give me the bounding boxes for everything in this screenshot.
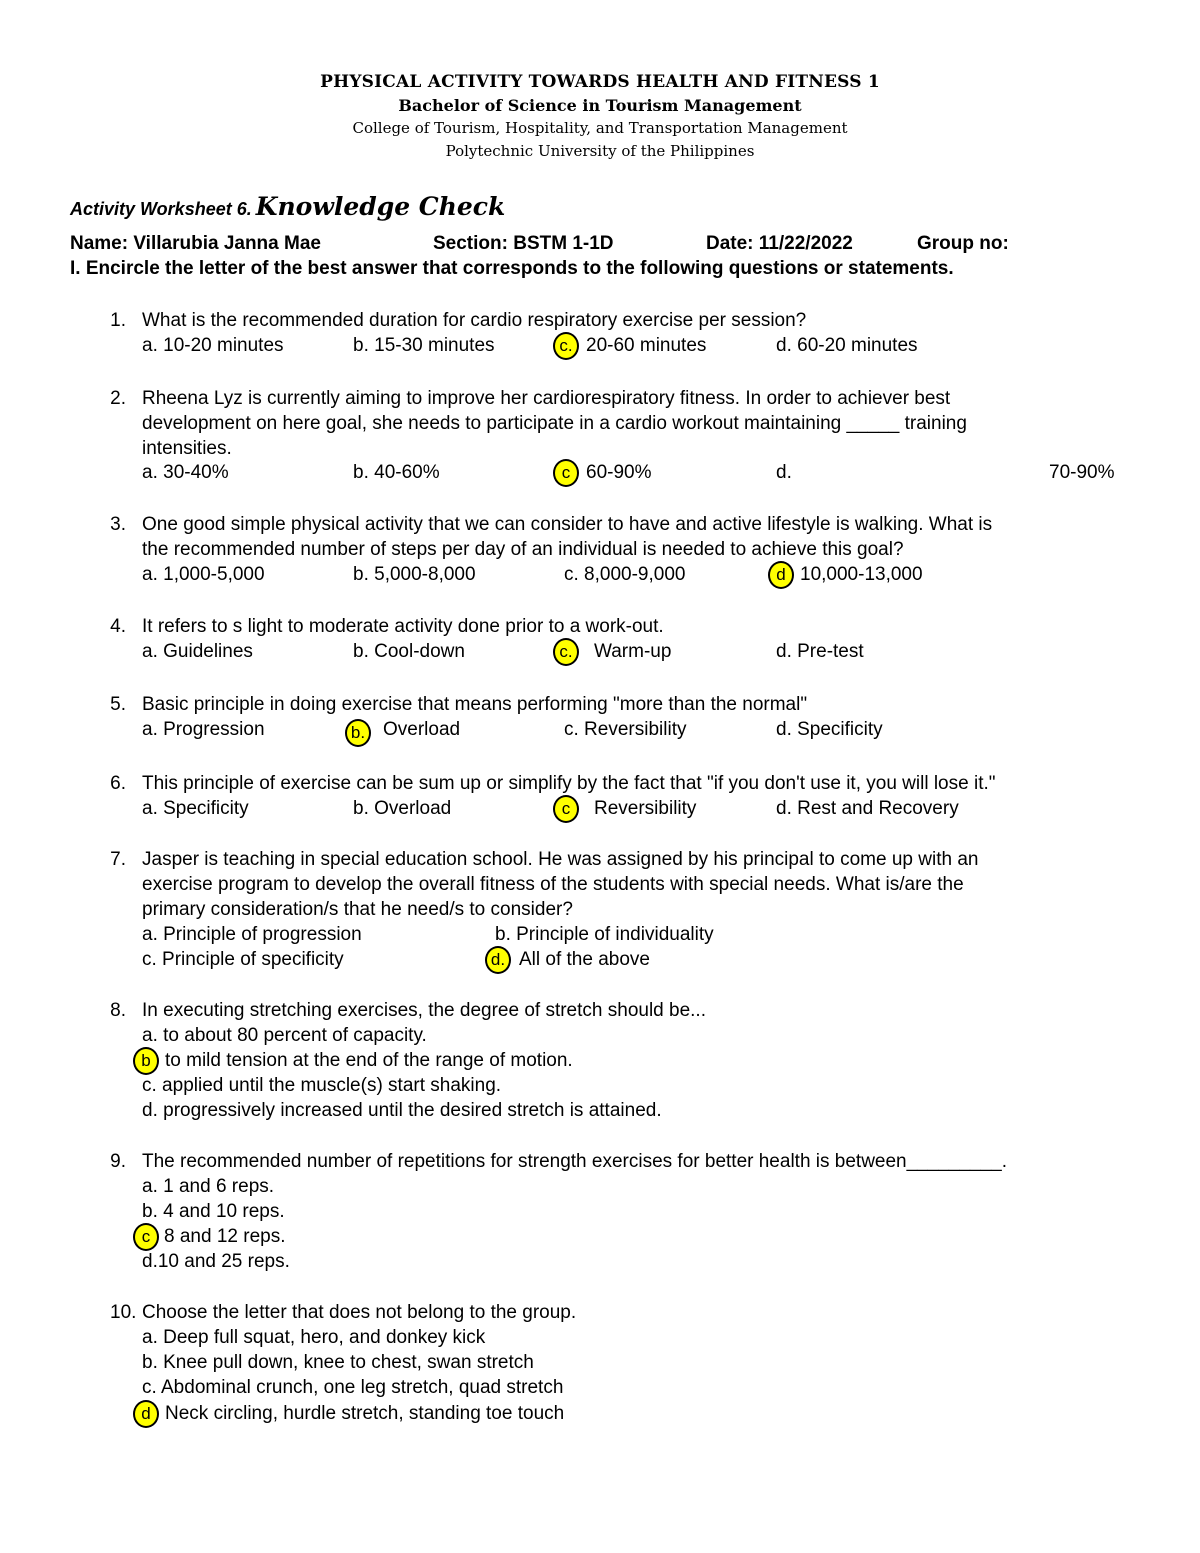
- student-name: Name: Villarubia Janna Mae: [70, 233, 321, 254]
- option-d: d. progressively increased until the desired stretch is attained.: [142, 1100, 662, 1121]
- course-title: PHYSICAL ACTIVITY TOWARDS HEALTH AND FITNESS 1: [320, 72, 880, 92]
- circled-answer: d.: [485, 946, 511, 974]
- option-b: b. Knee pull down, knee to chest, swan stretch: [142, 1352, 534, 1373]
- question-text: What is the recommended duration for cardio respiratory exercise per session?: [142, 310, 807, 331]
- option-c: c. Principle of specificity: [142, 949, 344, 970]
- question-number: 10.: [110, 1302, 137, 1323]
- option-a: a. Deep full squat, hero, and donkey kick: [142, 1327, 486, 1348]
- option-b: b. Overload: [353, 798, 452, 819]
- question-text: This principle of exercise can be sum up or simplify by the fact that "if you don't use it, you will lose it.": [142, 773, 996, 794]
- option-c: c. 8,000-9,000: [564, 564, 686, 585]
- option-d: d. Rest and Recovery: [776, 798, 959, 819]
- question-text: the recommended number of steps per day of an individual is needed to achieve this goal?: [142, 539, 904, 560]
- question-number: 2.: [110, 388, 126, 409]
- worksheet-title-main: Knowledge Check: [255, 192, 506, 221]
- option-c: 8 and 12 reps.: [164, 1226, 286, 1247]
- question-text: In executing stretching exercises, the degree of stretch should be...: [142, 1000, 706, 1021]
- option-a: a. Progression: [142, 719, 265, 740]
- option-d-value: 70-90%: [1049, 462, 1115, 483]
- option-a: a. 1,000-5,000: [142, 564, 265, 585]
- option-b: b. 40-60%: [353, 462, 440, 483]
- option-d: d. 60-20 minutes: [776, 335, 918, 356]
- question-text: intensities.: [142, 438, 232, 459]
- worksheet-title: [70, 192, 505, 221]
- question-text: exercise program to develop the overall fitness of the students with special needs. What is/are the: [142, 874, 964, 895]
- question-number: 8.: [110, 1000, 126, 1021]
- circled-answer: d: [768, 561, 794, 589]
- option-a: a. Guidelines: [142, 641, 253, 662]
- question-text: Basic principle in doing exercise that means performing "more than the normal": [142, 694, 808, 715]
- option-b: b. 4 and 10 reps.: [142, 1201, 285, 1222]
- option-c: 20-60 minutes: [586, 335, 707, 356]
- question-number: 3.: [110, 514, 126, 535]
- college-name: College of Tourism, Hospitality, and Transportation Management: [352, 119, 848, 137]
- submission-date: Date: 11/22/2022: [706, 233, 853, 254]
- circled-answer: c.: [553, 638, 579, 666]
- option-b: b. Principle of individuality: [495, 924, 714, 945]
- option-c: c. applied until the muscle(s) start shaking.: [142, 1075, 502, 1096]
- circled-answer: d: [133, 1400, 159, 1428]
- option-c: Warm-up: [594, 641, 672, 662]
- option-d: 10,000-13,000: [800, 564, 923, 585]
- question-text: primary consideration/s that he need/s to consider?: [142, 899, 573, 920]
- option-c: c. Abdominal crunch, one leg stretch, quad stretch: [142, 1377, 564, 1398]
- question-text: It refers to s light to moderate activity done prior to a work-out.: [142, 616, 664, 637]
- option-a: a. 30-40%: [142, 462, 229, 483]
- option-a: a. 1 and 6 reps.: [142, 1176, 275, 1197]
- question-number: 9.: [110, 1151, 126, 1172]
- circled-answer: c.: [553, 332, 579, 360]
- option-a: a. to about 80 percent of capacity.: [142, 1025, 427, 1046]
- question-number: 6.: [110, 773, 126, 794]
- student-section: Section: BSTM 1-1D: [433, 233, 614, 254]
- option-d: Neck circling, hurdle stretch, standing toe touch: [165, 1403, 565, 1424]
- option-b: b. 15-30 minutes: [353, 335, 495, 356]
- circled-answer: c: [553, 459, 579, 487]
- option-d: d.: [776, 462, 792, 483]
- circled-answer: c: [133, 1223, 159, 1251]
- instructions: I. Encircle the letter of the best answer that corresponds to the following questions or statements.: [70, 258, 954, 279]
- option-c: Reversibility: [594, 798, 697, 819]
- question-number: 7.: [110, 849, 126, 870]
- option-c: c. Reversibility: [564, 719, 687, 740]
- option-b: Overload: [383, 719, 461, 740]
- worksheet-title-prefix: Activity Worksheet 6.: [70, 199, 252, 219]
- option-d: All of the above: [519, 949, 650, 970]
- circled-answer: b: [133, 1047, 159, 1075]
- question-number: 1.: [110, 310, 126, 331]
- option-d: d. Specificity: [776, 719, 883, 740]
- question-text: Rheena Lyz is currently aiming to improve her cardiorespiratory fitness. In order to achiever best: [142, 388, 951, 409]
- group-number: Group no:: [917, 233, 1009, 254]
- option-b: b. 5,000-8,000: [353, 564, 476, 585]
- question-text: The recommended number of repetitions for strength exercises for better health is between_________.: [142, 1151, 1008, 1172]
- program-name: Bachelor of Science in Tourism Management: [398, 96, 802, 115]
- question-text: Choose the letter that does not belong to the group.: [142, 1302, 577, 1323]
- option-b: to mild tension at the end of the range of motion.: [165, 1050, 573, 1071]
- university-name: Polytechnic University of the Philippines: [445, 142, 755, 160]
- option-a: a. Principle of progression: [142, 924, 362, 945]
- option-b: b. Cool-down: [353, 641, 465, 662]
- question-number: 5.: [110, 694, 126, 715]
- question-number: 4.: [110, 616, 126, 637]
- option-d: d. Pre-test: [776, 641, 864, 662]
- circled-answer: c: [553, 795, 579, 823]
- option-d: d.10 and 25 reps.: [142, 1251, 290, 1272]
- question-text: One good simple physical activity that we can consider to have and active lifestyle is walking. What is: [142, 514, 993, 535]
- question-text: development on here goal, she needs to participate in a cardio workout maintaining _____ training: [142, 413, 967, 434]
- circled-answer: b.: [345, 719, 371, 747]
- option-c: 60-90%: [586, 462, 652, 483]
- option-a: a. Specificity: [142, 798, 249, 819]
- question-text: Jasper is teaching in special education school. He was assigned by his principal to come up with an: [142, 849, 979, 870]
- option-a: a. 10-20 minutes: [142, 335, 284, 356]
